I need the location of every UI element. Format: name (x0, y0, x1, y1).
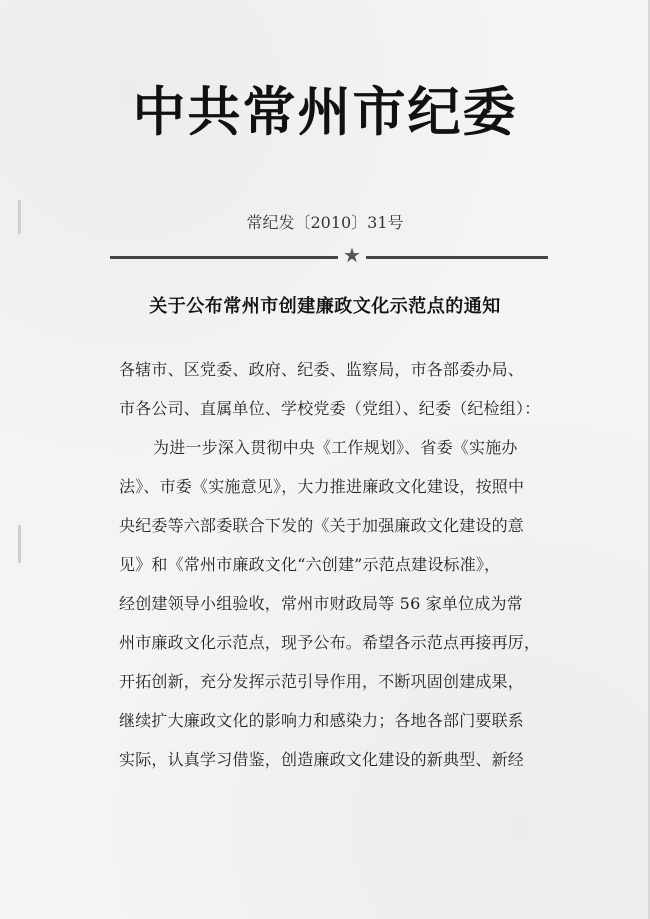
red-header-rule-right (366, 256, 548, 259)
body-line: 各辖市、区党委、政府、纪委、监察局，市各部委办局、 (119, 360, 525, 379)
body-line: 州市廉政文化示范点，现予公布。希望各示范点再接再厉， (119, 633, 541, 652)
body-line: 市各公司、直属单位、学校党委（党组）、纪委（纪检组）： (119, 399, 541, 418)
body-line: 为进一步深入贯彻中央《工作规划》、省委《实施办 (153, 438, 518, 457)
body-line: 法》、市委《实施意见》，大力推进廉政文化建设，按照中 (119, 477, 525, 496)
star-icon: ★ (343, 243, 361, 267)
issuing-authority-title: 中共常州市纪委 (132, 81, 518, 143)
body-line: 开拓创新，充分发挥示范引导作用，不断巩固创建成果， (119, 672, 525, 691)
body-line: 继续扩大廉政文化的影响力和感染力；各地各部门要联系 (119, 711, 525, 730)
document-number: 常纪发〔2010〕31号 (246, 213, 404, 232)
red-header-rule-left (110, 256, 338, 259)
body-line: 经创建领导小组验收，常州市财政局等 56 家单位成为常 (119, 594, 523, 613)
notice-title: 关于公布常州市创建廉政文化示范点的通知 (149, 296, 501, 317)
body-line: 央纪委等六部委联合下发的《关于加强廉政文化建设的意 (119, 516, 525, 535)
body-line: 见》和《常州市廉政文化“六创建”示范点建设标准》， (119, 555, 501, 574)
body-line: 实际，认真学习借鉴，创造廉政文化建设的新典型、新经 (119, 750, 525, 769)
scan-edge-mark (18, 525, 21, 563)
